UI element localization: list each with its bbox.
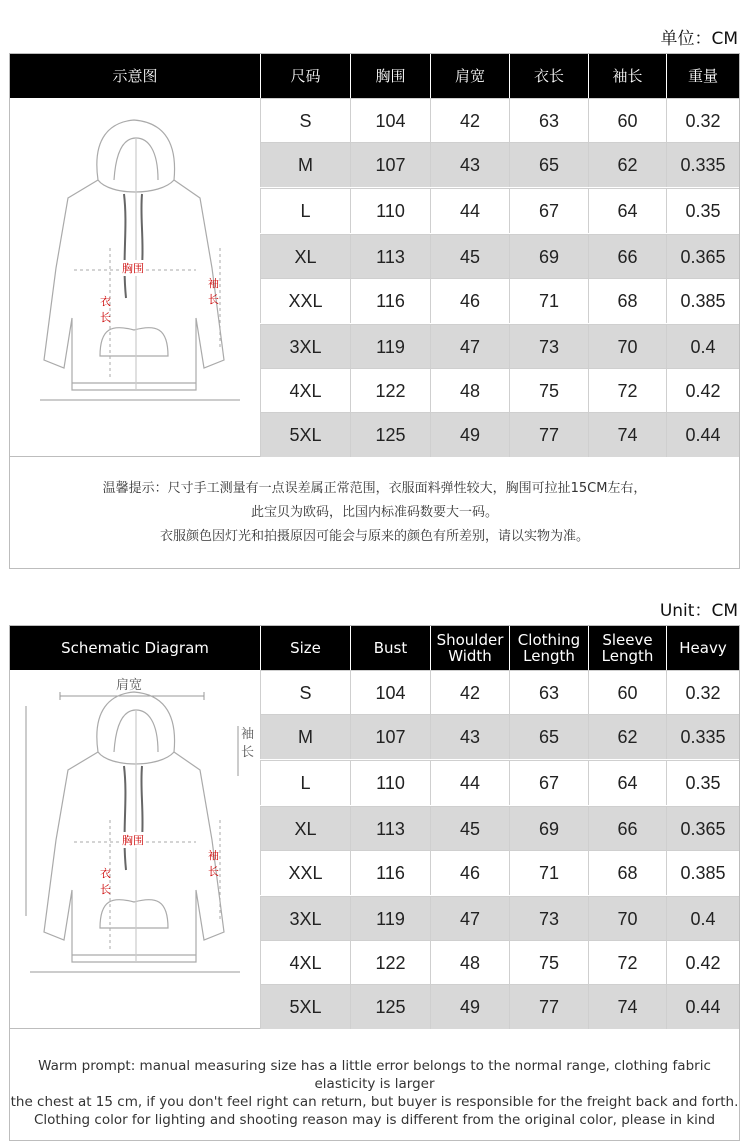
cell-length: 73 (509, 325, 588, 369)
hoodie-diagram-en (10, 670, 260, 1028)
cell-weight: 0.335 (666, 715, 739, 759)
cell-sleeve: 62 (588, 143, 666, 187)
cell-shoulder: 43 (430, 715, 509, 759)
cell-shoulder: 46 (430, 851, 509, 895)
chest-label-en: 胸围 (122, 834, 144, 847)
cell-size: 5XL (260, 985, 350, 1029)
table-row (260, 368, 739, 413)
cell-weight: 0.42 (666, 369, 739, 413)
cell-weight: 0.35 (666, 189, 739, 233)
cell-sleeve: 64 (588, 189, 666, 233)
column-header-6: Heavy (666, 626, 739, 670)
table-row (260, 412, 739, 457)
cell-bust: 119 (350, 897, 430, 941)
cell-size: S (260, 99, 350, 143)
note-line-2: 此宝贝为欧码，比国内标准码数要大一码。 (250, 505, 498, 520)
cell-sleeve: 72 (588, 941, 666, 985)
cell-weight: 0.4 (666, 325, 739, 369)
cell-bust: 107 (350, 715, 430, 759)
table-header-en (10, 626, 739, 670)
column-header-5: Sleeve Length (588, 626, 666, 670)
cell-sleeve: 66 (588, 235, 666, 279)
cell-shoulder: 47 (430, 897, 509, 941)
cell-sleeve: 66 (588, 807, 666, 851)
cell-length: 73 (509, 897, 588, 941)
table-header-cn (10, 54, 739, 98)
cell-bust: 104 (350, 99, 430, 143)
note-line-1: 温馨提示：尺寸手工测量有一点误差属正常范围，衣服面料弹性较大，胸围可拉扯15CM左右， (102, 481, 647, 496)
column-header-0: 示意图 (112, 67, 158, 85)
cell-weight: 0.4 (666, 897, 739, 941)
table-row (260, 714, 739, 759)
sleeve-label-cn: 袖长 (208, 277, 219, 306)
unit-label-en: Unit：CM (659, 601, 738, 621)
chest-label-cn: 胸围 (122, 262, 144, 275)
cell-sleeve: 68 (588, 851, 666, 895)
cell-length: 75 (509, 941, 588, 985)
cell-sleeve: 70 (588, 897, 666, 941)
table-row (260, 142, 739, 187)
cell-shoulder: 42 (430, 99, 509, 143)
table-row (260, 760, 739, 805)
cell-length: 77 (509, 413, 588, 457)
cell-size: XXL (260, 851, 350, 895)
table-row (260, 984, 739, 1029)
sleeve-label-en: 袖长 (208, 849, 219, 878)
cell-weight: 0.44 (666, 413, 739, 457)
cell-shoulder: 44 (430, 189, 509, 233)
hoodie-diagram-cn (10, 98, 260, 456)
cell-sleeve: 74 (588, 413, 666, 457)
cell-sleeve: 72 (588, 369, 666, 413)
cell-shoulder: 46 (430, 279, 509, 323)
cell-bust: 110 (350, 189, 430, 233)
column-header-1: 尺码 (260, 54, 350, 98)
cell-bust: 125 (350, 985, 430, 1029)
table-row (260, 940, 739, 985)
size-chart-cn (9, 53, 740, 569)
measurement-note-cn (10, 456, 739, 568)
note-line-3: 衣服颜色因灯光和拍摄原因可能会与原来的颜色有所差别，请以实物为准。 (159, 529, 589, 544)
cell-size: 3XL (260, 325, 350, 369)
cell-size: L (260, 761, 350, 805)
cell-bust: 110 (350, 761, 430, 805)
cell-size: XL (260, 807, 350, 851)
table-row (260, 806, 739, 851)
column-header-4: 衣长 (509, 54, 588, 98)
column-header-3: 肩宽 (430, 54, 509, 98)
table-row (260, 98, 739, 143)
cell-bust: 116 (350, 279, 430, 323)
cell-sleeve: 70 (588, 325, 666, 369)
cell-bust: 116 (350, 851, 430, 895)
note-line-3: Clothing color for lighting and shooting reason may is different from the original color, please in kind (33, 1112, 716, 1128)
column-header-2: Bust (350, 626, 430, 670)
measurement-note-en (10, 1028, 739, 1140)
cell-length: 69 (509, 807, 588, 851)
cell-size: 3XL (260, 897, 350, 941)
cell-shoulder: 49 (430, 413, 509, 457)
column-header-4: Clothing Length (509, 626, 588, 670)
shoulder-label-en: 肩宽 (116, 678, 143, 693)
note-line-1: Warm prompt: manual measuring size has a little error belongs to the normal range, clothing fabric elasticity is larger (38, 1058, 711, 1092)
cell-bust: 107 (350, 143, 430, 187)
cell-bust: 119 (350, 325, 430, 369)
cell-sleeve: 64 (588, 761, 666, 805)
table-row (260, 188, 739, 233)
cell-bust: 104 (350, 671, 430, 715)
cell-weight: 0.365 (666, 807, 739, 851)
cell-shoulder: 43 (430, 143, 509, 187)
cell-size: S (260, 671, 350, 715)
cell-length: 67 (509, 189, 588, 233)
cell-sleeve: 62 (588, 715, 666, 759)
cell-shoulder: 48 (430, 941, 509, 985)
cell-weight: 0.335 (666, 143, 739, 187)
table-row (260, 324, 739, 369)
cell-bust: 113 (350, 235, 430, 279)
note-line-2: the chest at 15 cm, if you don't feel right can return, but buyer is responsible for the freight back and forth. (10, 1094, 739, 1110)
cell-sleeve: 60 (588, 99, 666, 143)
length-label-en: 衣长 (100, 867, 111, 896)
cell-sleeve: 60 (588, 671, 666, 715)
cell-size: 5XL (260, 413, 350, 457)
cell-length: 75 (509, 369, 588, 413)
cell-size: M (260, 143, 350, 187)
cell-size: XXL (260, 279, 350, 323)
cell-weight: 0.32 (666, 671, 739, 715)
sleeve-side-label-en: 袖长 (241, 727, 255, 760)
cell-length: 65 (509, 715, 588, 759)
cell-size: L (260, 189, 350, 233)
cell-bust: 122 (350, 369, 430, 413)
cell-shoulder: 49 (430, 985, 509, 1029)
cell-length: 77 (509, 985, 588, 1029)
cell-length: 69 (509, 235, 588, 279)
cell-sleeve: 68 (588, 279, 666, 323)
cell-weight: 0.385 (666, 279, 739, 323)
cell-shoulder: 47 (430, 325, 509, 369)
column-header-5: 袖长 (588, 54, 666, 98)
cell-weight: 0.32 (666, 99, 739, 143)
column-header-0: Schematic Diagram (61, 639, 209, 657)
cell-length: 67 (509, 761, 588, 805)
size-chart-en (9, 625, 740, 1141)
column-header-3: Shoulder Width (430, 626, 509, 670)
table-row (260, 670, 739, 715)
cell-length: 65 (509, 143, 588, 187)
cell-shoulder: 48 (430, 369, 509, 413)
table-row (260, 234, 739, 279)
cell-weight: 0.44 (666, 985, 739, 1029)
table-row (260, 850, 739, 895)
cell-weight: 0.35 (666, 761, 739, 805)
cell-size: M (260, 715, 350, 759)
cell-shoulder: 45 (430, 807, 509, 851)
cell-weight: 0.385 (666, 851, 739, 895)
cell-weight: 0.365 (666, 235, 739, 279)
table-row (260, 896, 739, 941)
column-header-2: 胸围 (350, 54, 430, 98)
cell-length: 71 (509, 279, 588, 323)
cell-size: 4XL (260, 369, 350, 413)
cell-size: 4XL (260, 941, 350, 985)
cell-sleeve: 74 (588, 985, 666, 1029)
cell-bust: 122 (350, 941, 430, 985)
column-header-1: Size (260, 626, 350, 670)
cell-size: XL (260, 235, 350, 279)
cell-length: 63 (509, 671, 588, 715)
cell-length: 63 (509, 99, 588, 143)
cell-bust: 113 (350, 807, 430, 851)
cell-shoulder: 44 (430, 761, 509, 805)
cell-shoulder: 42 (430, 671, 509, 715)
length-label-cn: 衣长 (100, 295, 111, 324)
unit-label-cn: 单位：CM (660, 29, 738, 49)
column-header-6: 重量 (666, 54, 739, 98)
cell-bust: 125 (350, 413, 430, 457)
table-row (260, 278, 739, 323)
cell-weight: 0.42 (666, 941, 739, 985)
cell-shoulder: 45 (430, 235, 509, 279)
cell-length: 71 (509, 851, 588, 895)
